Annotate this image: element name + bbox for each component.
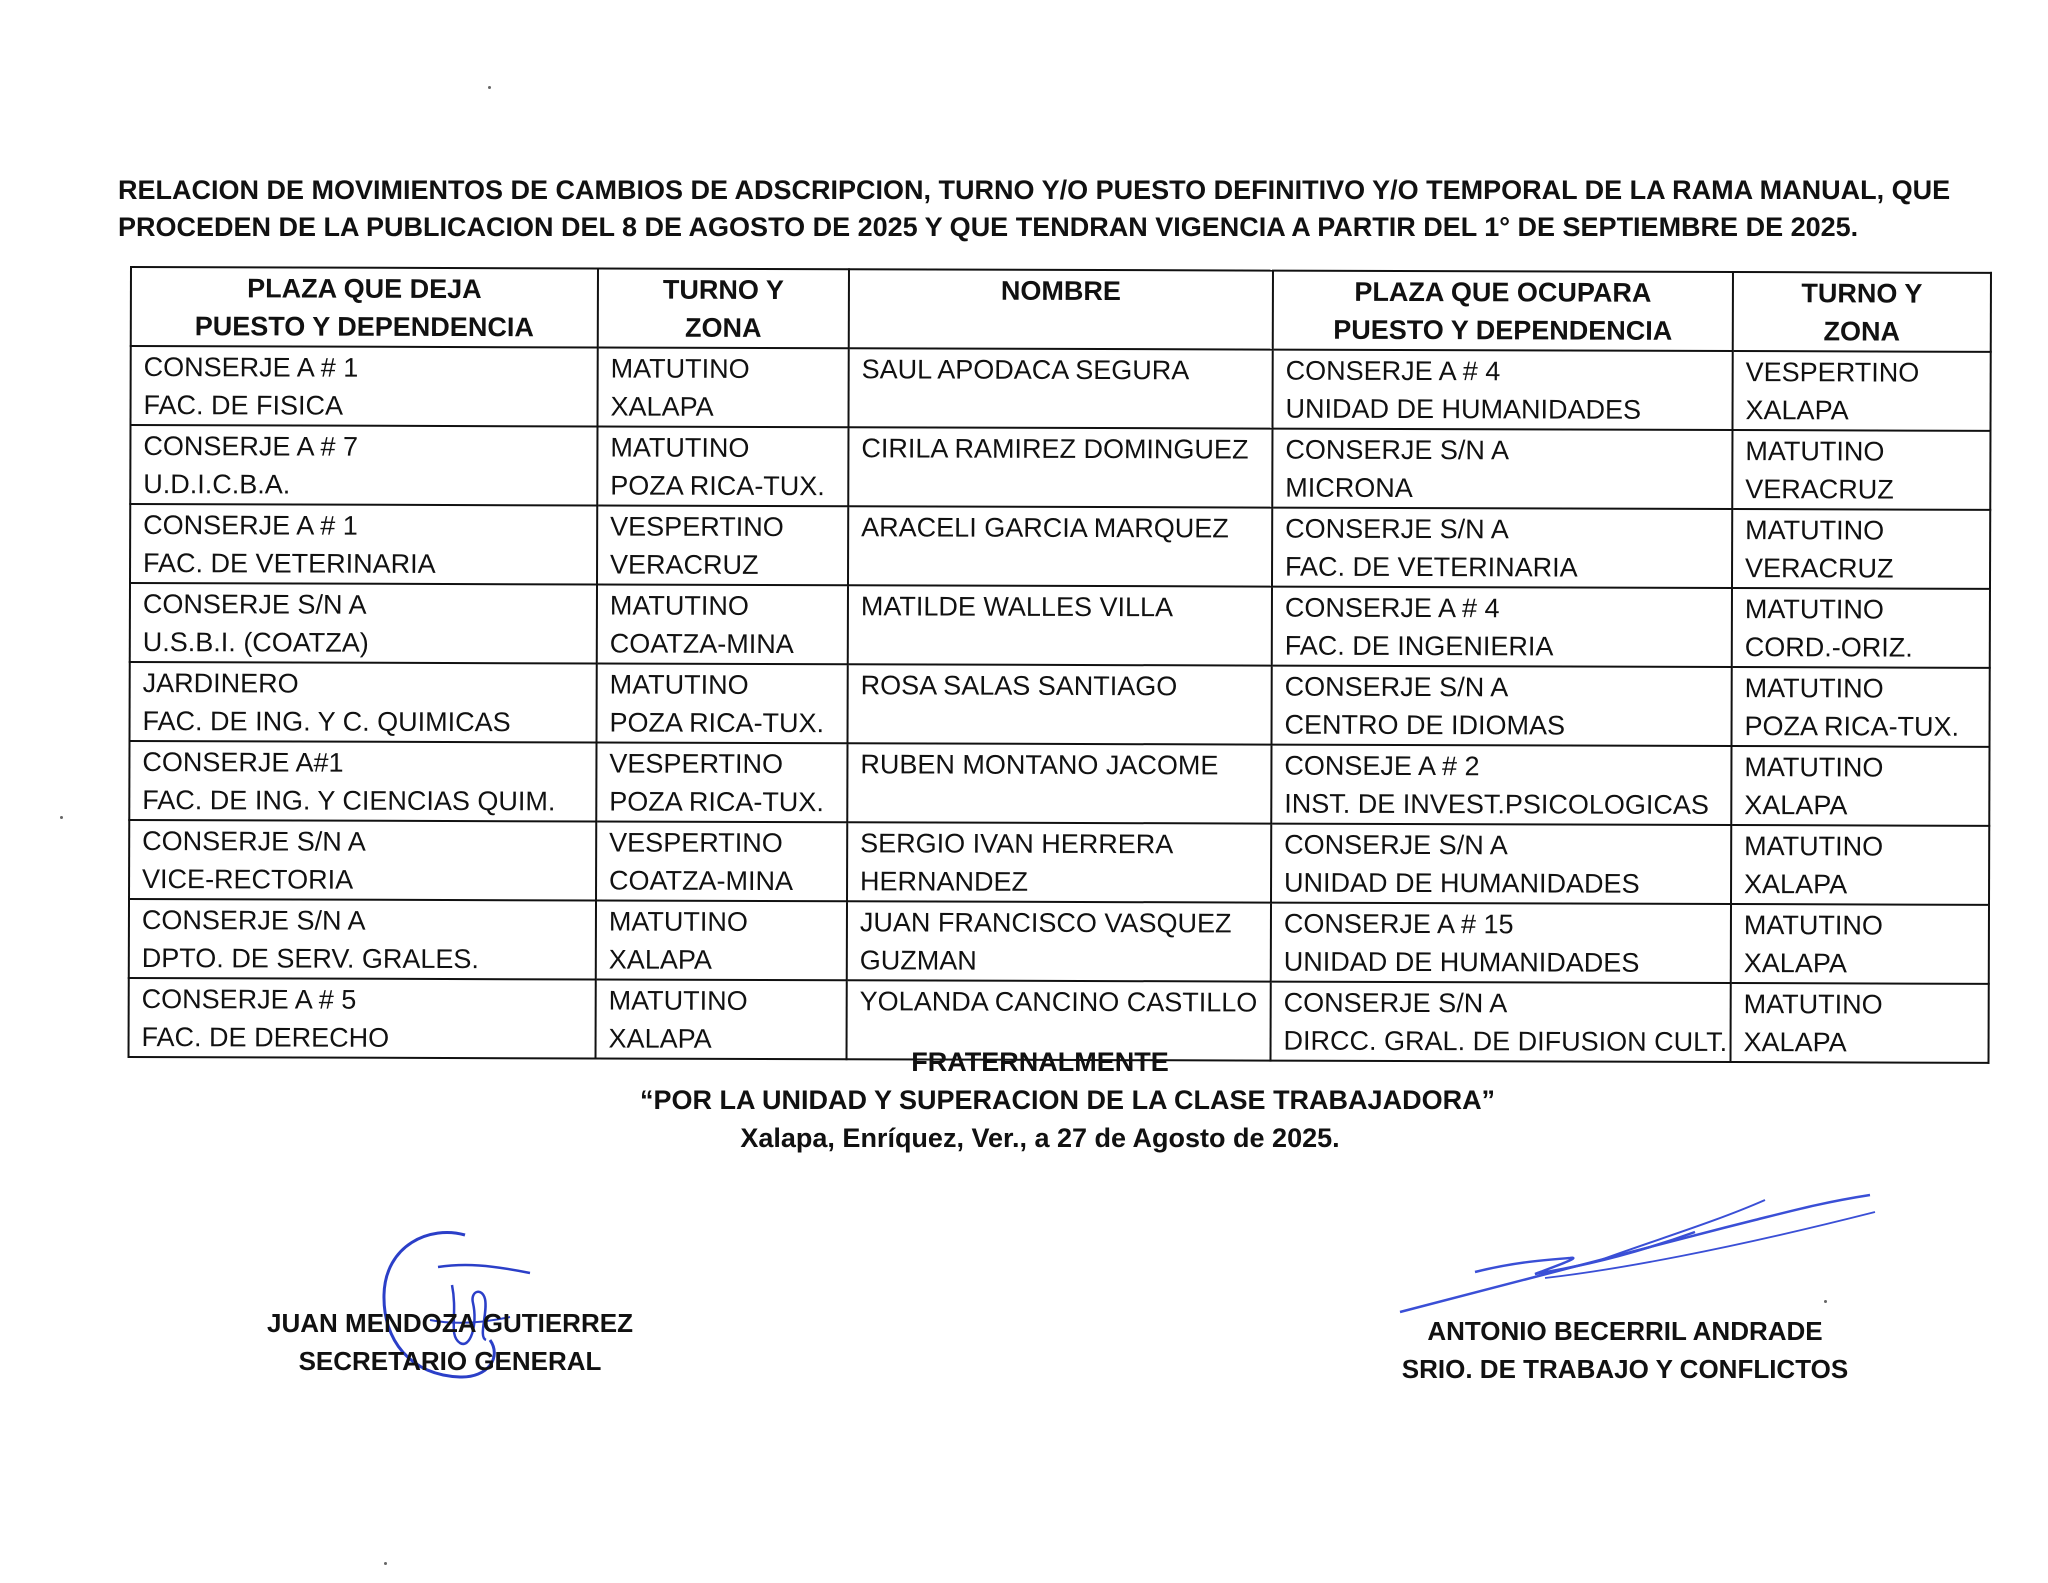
cell-text-line: POZA RICA-TUX. <box>1744 711 1960 742</box>
turno-zona-origen-cell <box>597 584 848 664</box>
nombre-cell <box>848 427 1272 507</box>
cell-text-line: VESPERTINO <box>609 827 783 859</box>
cell-text-line: UNIDAD DE HUMANIDADES <box>1283 946 1640 978</box>
cell-text-line: VESPERTINO <box>610 511 784 543</box>
cell-text-line: MATILDE WALLES VILLA <box>860 591 1174 623</box>
turno-zona-origen-cell <box>597 663 848 743</box>
cell-text-line: MATUTINO <box>1744 752 1884 783</box>
cell-text-line: MATUTINO <box>610 432 750 463</box>
table-row <box>131 346 1991 431</box>
table-row <box>130 583 1990 668</box>
cell-text-line: XALAPA <box>610 391 714 422</box>
plaza-deja-cell <box>129 899 596 979</box>
turno-zona-destino-cell <box>1731 825 1989 905</box>
cell-text-line: XALAPA <box>1744 869 1848 900</box>
cell-text-line: MATUTINO <box>1743 989 1883 1020</box>
cell-text-line: CONSERJE A # 5 <box>141 984 357 1015</box>
cell-text-line: MATUTINO <box>609 590 749 621</box>
cell-text-line: VERACRUZ <box>1745 553 1894 584</box>
cell-text-line: GUZMAN <box>859 945 977 976</box>
closing-fraternalmente: FRATERNALMENTE <box>911 1047 1169 1077</box>
scan-speck <box>488 86 491 89</box>
nombre-cell <box>848 506 1272 586</box>
cell-text-line: CENTRO DE IDIOMAS <box>1284 709 1566 741</box>
plaza-deja-cell <box>129 978 596 1058</box>
cell-text-line: XALAPA <box>1744 790 1848 821</box>
cell-text-line: CONSERJE S/N A <box>1284 671 1509 703</box>
closing-motto: “POR LA UNIDAD Y SUPERACION DE LA CLASE TRABAJADORA” <box>640 1085 1496 1115</box>
header-nombre: NOMBRE <box>849 269 1273 349</box>
cell-text-line: MATUTINO <box>1744 594 1884 625</box>
turno-zona-origen-cell <box>597 505 848 585</box>
cell-text-line: POZA RICA-TUX. <box>609 786 824 818</box>
cell-text-line: CONSERJE S/N A <box>1285 434 1510 466</box>
cell-text-line: FAC. DE ING. Y C. QUIMICAS <box>142 706 511 738</box>
plaza-ocupara-cell <box>1271 745 1731 825</box>
cell-text-line: VERACRUZ <box>1745 474 1894 505</box>
table-row <box>130 662 1990 747</box>
turno-zona-destino-cell <box>1732 509 1990 589</box>
cell-text-line: UNIDAD DE HUMANIDADES <box>1284 867 1640 899</box>
cell-text-line: CONSEJE A # 2 <box>1284 750 1480 782</box>
cell-text-line: SERGIO IVAN HERRERA <box>860 828 1174 860</box>
cell-text-line: CONSERJE S/N A <box>1283 987 1508 1019</box>
cell-text-line: VERACRUZ <box>610 549 759 580</box>
turno-zona-destino-cell <box>1732 351 1990 431</box>
cell-text-line: MATUTINO <box>1745 515 1885 546</box>
right-signature-mark <box>1395 1190 1875 1320</box>
plaza-deja-cell <box>130 583 597 663</box>
turno-zona-destino-cell <box>1732 430 1990 510</box>
cell-text-line: FAC. DE FISICA <box>143 390 344 421</box>
cell-text-line: XALAPA <box>608 944 712 975</box>
plaza-deja-cell <box>130 425 597 505</box>
header-plaza-ocupara: PLAZA QUE OCUPARA PUESTO Y DEPENDENCIA <box>1273 271 1733 351</box>
document-title <box>118 172 1978 246</box>
cell-text-line: CONSERJE A#1 <box>142 747 344 778</box>
cell-text-line: ROSA SALAS SANTIAGO <box>860 670 1178 702</box>
cell-text-line: MATUTINO <box>1745 436 1885 467</box>
cell-text-line: MATUTINO <box>1744 673 1884 704</box>
cell-text-line: DIRCC. GRAL. DE DIFUSION CULT. <box>1283 1025 1728 1058</box>
plaza-deja-cell <box>130 662 597 742</box>
nombre-cell <box>848 585 1272 665</box>
cell-text-line: CONSERJE S/N A <box>1284 829 1508 861</box>
cell-text-line: FAC. DE INGENIERIA <box>1284 630 1554 662</box>
cell-text-line: CONSERJE S/N A <box>142 826 366 857</box>
cell-text-line: U.D.I.C.B.A. <box>143 469 291 500</box>
cell-text-line: XALAPA <box>608 1023 712 1054</box>
title-line-2: PROCEDEN DE LA PUBLICACION DEL 8 DE AGOSTO DE 2025 Y QUE TENDRAN VIGENCIA A PARTIR DEL 1° DE SEPTIEMBRE DE 2025. <box>118 212 1859 242</box>
cell-text-line: POZA RICA-TUX. <box>610 470 825 502</box>
turno-zona-origen-cell <box>596 742 847 822</box>
cell-text-line: CONSERJE S/N A <box>1285 513 1509 545</box>
signature-left-role: SECRETARIO GENERAL <box>298 1346 602 1376</box>
title-line-1: RELACION DE MOVIMIENTOS DE CAMBIOS DE ADSCRIPCION, TURNO Y/O PUESTO DEFINITIVO Y/O TEMPORAL DE LA RAMA MANUAL, QUE <box>118 175 1951 205</box>
signature-right-role: SRIO. DE TRABAJO Y CONFLICTOS <box>1401 1354 1849 1384</box>
table-row <box>129 741 1989 826</box>
cell-text-line: CONSERJE A # 1 <box>143 352 359 383</box>
nombre-cell <box>847 901 1271 981</box>
cell-text-line: VICE-RECTORIA <box>142 864 354 895</box>
cell-text-line: COATZA-MINA <box>609 628 794 660</box>
cell-text-line: MATUTINO <box>608 985 748 1016</box>
cell-text-line: VESPERTINO <box>1745 357 1920 388</box>
table-body <box>129 346 1991 1063</box>
turno-zona-destino-cell <box>1731 904 1989 984</box>
cell-text-line: VESPERTINO <box>609 748 784 780</box>
cell-text-line: FAC. DE DERECHO <box>141 1022 390 1053</box>
closing-place-date: Xalapa, Enríquez, Ver., a 27 de Agosto de 2025. <box>740 1123 1340 1153</box>
cell-text-line: XALAPA <box>1743 1027 1847 1058</box>
plaza-ocupara-cell <box>1272 587 1732 667</box>
turno-zona-destino-cell <box>1731 746 1989 826</box>
turno-zona-origen-cell <box>597 347 848 427</box>
cell-text-line: YOLANDA CANCINO CASTILLO <box>859 986 1258 1018</box>
plaza-deja-cell <box>130 504 597 584</box>
cell-text-line: POZA RICA-TUX. <box>609 707 825 739</box>
nombre-cell <box>847 743 1271 823</box>
turno-zona-origen-cell <box>597 426 848 506</box>
cell-text-line: COATZA-MINA <box>609 865 794 897</box>
plaza-ocupara-cell <box>1271 824 1731 904</box>
cell-text-line: CONSERJE S/N A <box>141 905 366 936</box>
nombre-cell <box>847 822 1271 902</box>
turno-zona-origen-cell <box>596 900 847 980</box>
cell-text-line: HERNANDEZ <box>860 866 1029 897</box>
plaza-ocupara-cell <box>1271 903 1731 983</box>
table-row <box>130 504 1990 589</box>
cell-text-line: MATUTINO <box>1743 910 1883 941</box>
cell-text-line: CIRILA RAMIREZ DOMINGUEZ <box>861 433 1249 465</box>
cell-text-line: CONSERJE A # 15 <box>1283 908 1514 940</box>
cell-text-line: XALAPA <box>1743 948 1847 979</box>
turno-zona-destino-cell <box>1731 667 1989 747</box>
cell-text-line: CONSERJE A # 4 <box>1284 592 1500 624</box>
turno-zona-destino-cell <box>1732 588 1990 668</box>
signature-right <box>1400 1312 1850 1388</box>
movements-table <box>128 266 1992 1064</box>
cell-text-line: DPTO. DE SERV. GRALES. <box>141 943 480 975</box>
cell-text-line: JARDINERO <box>142 668 299 699</box>
cell-text-line: CONSERJE A # 7 <box>143 431 359 462</box>
cell-text-line: MATUTINO <box>609 669 749 700</box>
header-turno-zona-origen: TURNO Y ZONA <box>598 268 849 348</box>
cell-text-line: U.S.B.I. (COATZA) <box>142 627 369 658</box>
cell-text-line: ARACELI GARCIA MARQUEZ <box>861 512 1229 544</box>
cell-text-line: MICRONA <box>1285 472 1413 504</box>
table-row <box>129 899 1989 984</box>
cell-text-line: RUBEN MONTANO JACOME <box>860 749 1219 781</box>
turno-zona-origen-cell <box>596 821 847 901</box>
cell-text-line: MATUTINO <box>610 353 750 384</box>
signature-right-name: ANTONIO BECERRIL ANDRADE <box>1427 1316 1823 1346</box>
plaza-deja-cell <box>129 820 596 900</box>
cell-text-line: CONSERJE S/N A <box>142 589 367 620</box>
table-row <box>129 820 1989 905</box>
signature-left-name: JUAN MENDOZA GUTIERREZ <box>267 1308 633 1338</box>
plaza-deja-cell <box>131 346 598 426</box>
cell-text-line: FAC. DE VETERINARIA <box>1285 551 1578 583</box>
cell-text-line: MATUTINO <box>1744 831 1884 862</box>
cell-text-line: UNIDAD DE HUMANIDADES <box>1285 393 1642 425</box>
cell-text-line: CORD.-ORIZ. <box>1744 632 1913 663</box>
cell-text-line: XALAPA <box>1745 395 1849 426</box>
cell-text-line: SAUL APODACA SEGURA <box>861 354 1190 386</box>
scan-speck <box>60 816 63 819</box>
plaza-ocupara-cell <box>1272 429 1732 509</box>
cell-text-line: FAC. DE ING. Y CIENCIAS QUIM. <box>142 785 556 817</box>
turno-zona-destino-cell <box>1731 983 1989 1063</box>
plaza-ocupara-cell <box>1272 350 1732 430</box>
closing-block <box>640 1043 1496 1157</box>
cell-text-line: JUAN FRANCISCO VASQUEZ <box>859 907 1232 939</box>
nombre-cell <box>848 348 1272 428</box>
nombre-cell <box>848 664 1272 744</box>
table-row <box>130 425 1990 510</box>
signature-left <box>250 1304 650 1380</box>
plaza-ocupara-cell <box>1272 666 1732 746</box>
cell-text-line: CONSERJE A # 4 <box>1285 355 1501 387</box>
table-header-row <box>131 267 1991 352</box>
plaza-deja-cell <box>129 741 596 821</box>
header-turno-zona-destino: TURNO Y ZONA <box>1733 272 1991 352</box>
scan-speck <box>1824 1300 1827 1303</box>
cell-text-line: FAC. DE VETERINARIA <box>143 548 436 579</box>
scan-speck <box>384 1562 387 1565</box>
plaza-ocupara-cell <box>1272 508 1732 588</box>
header-plaza-deja: PLAZA QUE DEJA PUESTO Y DEPENDENCIA <box>131 267 598 347</box>
cell-text-line: CONSERJE A # 1 <box>143 510 358 541</box>
cell-text-line: MATUTINO <box>608 906 748 937</box>
cell-text-line: INST. DE INVEST.PSICOLOGICAS <box>1284 788 1709 820</box>
